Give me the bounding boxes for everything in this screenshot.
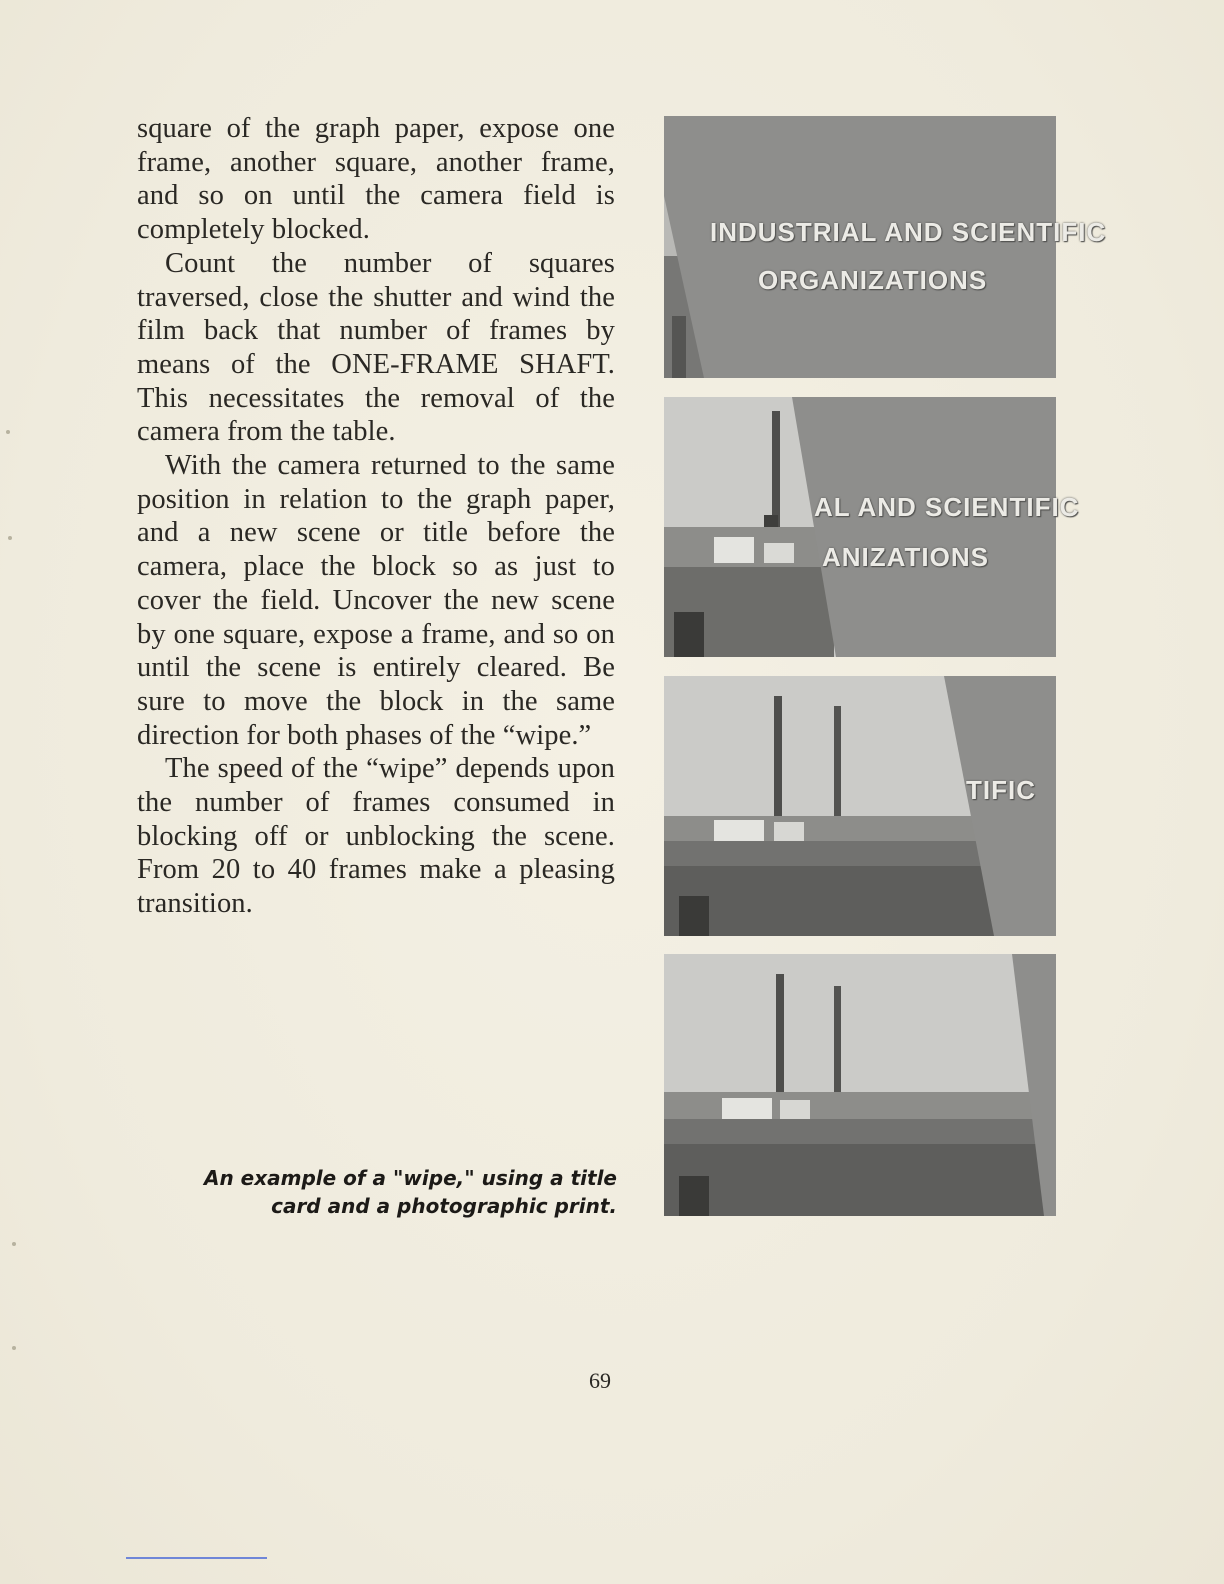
paragraph-2: Count the number of squares traversed, close the shutter and wind the film back that number of frames by means of the ONE-FRAME SHAFT. This necessitates the removal of the camera from the table. <box>137 247 615 448</box>
wipe-frame-3 <box>664 676 1056 936</box>
paragraph-3: With the camera returned to the same position in relation to the graph paper, and a new scene or title before the camera, place the block so as just to cover the field. Uncover the new scene by one square, expose a frame, and so on until the scene is entirely cleared. Be sure to move the block in the same direction for both phases of the “wipe.” <box>137 450 615 751</box>
corner-rule <box>126 1557 267 1559</box>
stray-mark <box>12 1242 16 1246</box>
caption-line-2: card and a photographic print. <box>271 1194 617 1218</box>
stray-mark <box>8 536 12 540</box>
frame-1-title-line-1: INDUSTRIAL AND SCIENTIFIC <box>710 217 1107 247</box>
caption-line-1: An example of a "wipe," using a title <box>203 1166 617 1190</box>
frame-2-title-line-2: ANIZATIONS <box>822 542 989 572</box>
body-text <box>137 112 615 921</box>
frame-2-image <box>664 397 1056 657</box>
frame-4-image <box>664 954 1056 1216</box>
frame-3-title-line-1: TIFIC <box>966 775 1036 805</box>
paragraph-4: The speed of the “wipe” depends upon the number of frames consumed in blocking off or unblocking the scene. From 20 to 40 frames make a pleasing transition. <box>137 753 615 920</box>
frame-1-title-line-2: ORGANIZATIONS <box>758 265 988 295</box>
page-number: 69 <box>589 1368 611 1393</box>
stray-mark <box>12 1346 16 1350</box>
figure-caption <box>150 1164 617 1220</box>
wipe-frame-2 <box>664 397 1080 657</box>
paragraph-1: square of the graph paper, expose one frame, another square, another frame, and so on until the camera field is completely blocked. <box>137 113 615 246</box>
frame-2-title-line-1: AL AND SCIENTIFIC <box>814 492 1080 522</box>
wipe-frame-1 <box>664 116 1107 378</box>
wipe-frame-4 <box>664 954 1056 1216</box>
stray-mark <box>6 430 10 434</box>
